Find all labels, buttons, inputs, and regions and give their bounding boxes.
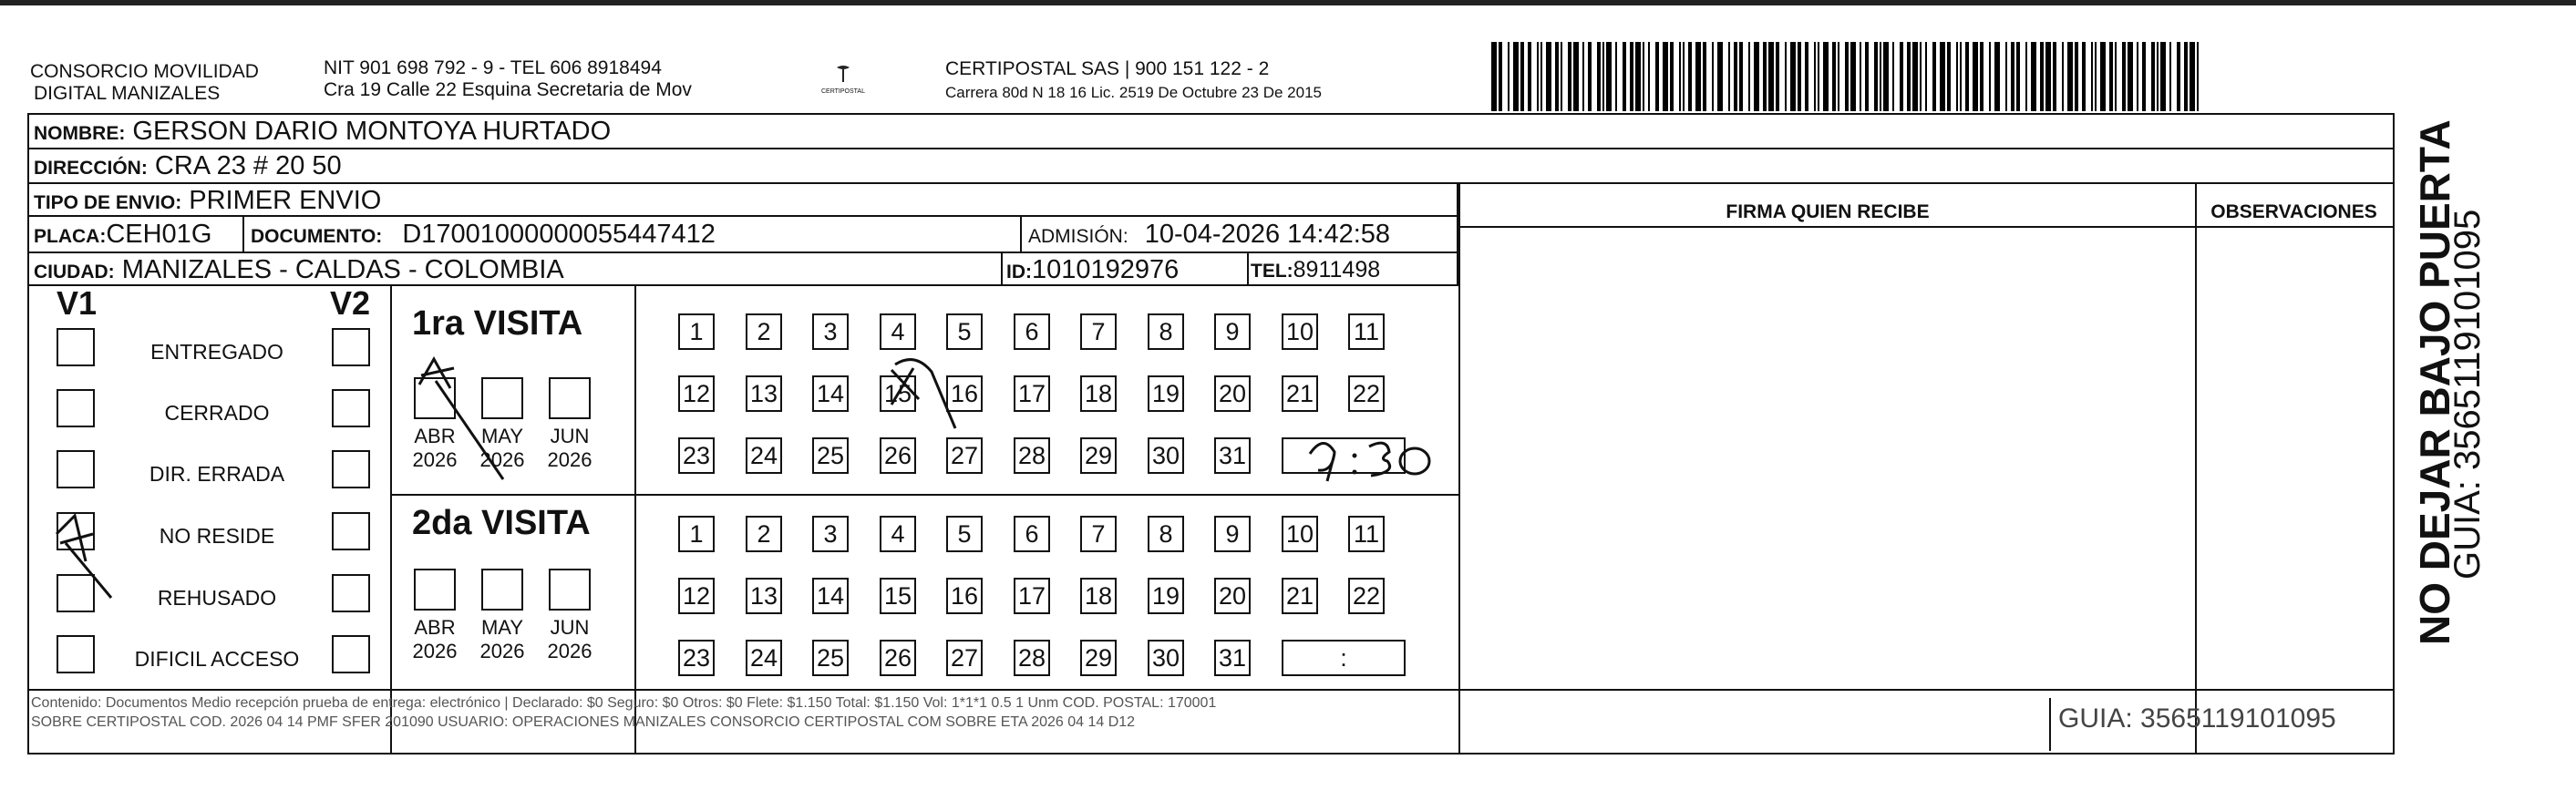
barcode-bar [2040,42,2044,111]
day-box[interactable]: 2 [746,516,782,552]
barcode-bar [1776,42,1779,111]
day-box[interactable]: 15 [880,578,916,614]
barcode-bar [1980,42,1984,111]
barcode-bar [1597,42,1601,111]
documento-label: DOCUMENTO: [251,226,383,247]
barcode-bar [1717,42,1723,111]
barcode-bar [1932,42,1936,111]
barcode-bar [1947,42,1951,111]
day-box[interactable]: 11 [1348,516,1385,552]
barcode-bar [1883,42,1889,111]
barcode-bar [2100,42,2106,111]
barcode-bar [1635,42,1641,111]
firma-header: FIRMA QUIEN RECIBE [1726,201,1930,222]
id-label: ID: [1006,262,1032,282]
day-box[interactable]: 15 [880,375,916,412]
day-box[interactable]: 1 [678,313,715,350]
barcode-bar [1499,42,1502,111]
barcode-bar [1537,42,1539,111]
barcode-bar [1606,42,1612,111]
day-box[interactable]: 30 [1148,640,1184,676]
barcode-bar [1643,42,1644,111]
barcode-bar [2197,42,2199,111]
nombre-value: GERSON DARIO MONTOYA HURTADO [132,117,612,146]
barcode-bar [1528,42,1531,111]
barcode-bar [1568,42,1571,111]
day-box[interactable]: 23 [678,640,715,676]
day-box[interactable]: 25 [812,437,849,474]
day-box[interactable]: 2 [746,313,782,350]
year-label: 2026 [547,448,592,471]
day-box[interactable]: 20 [1214,375,1251,412]
barcode-bar [2053,42,2056,111]
day-box[interactable]: 31 [1214,640,1251,676]
day-box[interactable]: 10 [1282,516,1318,552]
month-label: ABR [414,425,456,447]
day-box[interactable]: 17 [1014,578,1050,614]
side-warning: NO DEJAR BAJO PUERTA [2411,119,2458,645]
barcode-bar [2025,42,2027,111]
day-box[interactable]: 27 [946,640,983,676]
day-box[interactable]: 9 [1214,313,1251,350]
logo-mark-icon [829,64,857,84]
barcode-bar [1960,42,1962,111]
documento-value: D17001000000055447412 [402,220,716,249]
barcode-bar [1513,42,1519,111]
barcode-bar [1679,42,1681,111]
day-box[interactable]: 27 [946,437,983,474]
barcode-bar [1880,42,1881,111]
day-box[interactable]: 5 [946,516,983,552]
column-header-divider [1460,226,2393,228]
barcode-bar [1805,42,1808,111]
direccion-value: CRA 23 # 20 50 [154,151,342,180]
footer-guia: GUIA: 3565119101095 [2058,703,2336,734]
barcode-bar [2031,42,2036,111]
day-box[interactable]: 8 [1148,516,1184,552]
day-box[interactable]: 7 [1080,516,1117,552]
barcode-bar [1670,42,1674,111]
day-box[interactable]: 18 [1080,578,1117,614]
status-option-label: DIFICIL ACCESO [134,647,300,671]
day-box[interactable]: 16 [946,578,983,614]
barcode-bar [1818,42,1819,111]
barcode-bar [2005,42,2007,111]
barcode-bar [1491,42,1497,111]
logo-text: CERTIPOSTAL [821,88,865,95]
day-box[interactable]: 8 [1148,313,1184,350]
barcode-bar [1561,42,1562,111]
courier-address: Carrera 80d N 18 16 Lic. 2519 De Octubre 23 De 2015 [945,84,1322,101]
barcode-bar [1540,42,1542,111]
barcode-bar [1845,42,1849,111]
month-label: JUN [550,425,590,447]
company-block [30,61,259,105]
barcode-bar [1695,42,1701,111]
status-option-label: REHUSADO [157,586,277,610]
barcode-bar [1860,42,1861,111]
observaciones-header: OBSERVACIONES [2210,201,2377,222]
barcode-bar [2091,42,2093,111]
barcode-bar [1940,42,1945,111]
barcode-bar [1663,42,1668,111]
day-box[interactable]: 28 [1014,640,1050,676]
handwritten-marks [29,115,1488,753]
barcode-bar [1648,42,1650,111]
year-label: 2026 [547,640,592,662]
barcode-bar [1712,42,1714,111]
barcode-bar [2169,42,2171,111]
day-box[interactable]: 21 [1282,375,1318,412]
barcode-bar [1823,42,1829,111]
barcode-bar [1865,42,1869,111]
admision-value: 10-04-2026 14:42:58 [1144,220,1391,249]
footer-line2: SOBRE CERTIPOSTAL COD. 2026 04 14 PMF SFER 201090 USUARIO: OPERACIONES MANIZALES CONSORCIO CERTIPOSTAL COM SOBRE ETA 2026 04 14 D12 [31,714,1136,730]
barcode-bar [2115,42,2117,111]
barcode-bar [1994,42,2000,111]
day-box[interactable]: 6 [1014,516,1050,552]
day-box[interactable]: 24 [746,640,782,676]
barcode-bar [1555,42,1559,111]
delivery-form [27,113,2395,755]
barcode-bar [1907,42,1911,111]
status-option-label: CERRADO [164,401,270,425]
day-box[interactable]: 7 [1080,313,1117,350]
day-box[interactable]: 4 [880,516,916,552]
day-box[interactable]: 22 [1348,578,1385,614]
month-label: MAY [480,425,524,447]
barcode-bar [1763,42,1767,111]
day-box[interactable]: 5 [946,313,983,350]
day-box[interactable]: 22 [1348,375,1385,412]
barcode-bar [2075,42,2078,111]
day-box[interactable]: 24 [746,437,782,474]
barcode-bar [1615,42,1617,111]
year-label: 2026 [479,448,525,471]
company-nit: NIT 901 698 792 - 9 - TEL 606 8918494 [324,57,662,78]
day-box[interactable]: 19 [1148,375,1184,412]
barcode-bar [1892,42,1894,111]
day-box[interactable]: 20 [1214,578,1251,614]
day-box[interactable]: 3 [812,313,849,350]
month-label: JUN [550,616,590,639]
day-box[interactable]: 9 [1214,516,1251,552]
barcode-bar [2177,42,2180,111]
barcode-bar [1630,42,1633,111]
id-value: 1010192976 [1032,255,1180,284]
barcode-bar [1739,42,1743,111]
courier-name: CERTIPOSTAL SAS | 900 151 122 - 2 [945,58,1270,79]
barcode-bar [1814,42,1816,111]
barcode-bar [1546,42,1551,111]
company-line2: DIGITAL MANIZALES [34,83,221,104]
barcode [1491,42,2221,111]
barcode-bar [2082,42,2086,111]
year-label: 2026 [412,640,458,662]
day-box[interactable]: 6 [1014,313,1050,350]
day-box[interactable]: 12 [678,375,715,412]
barcode-bar [2128,42,2133,111]
barcode-bar [1900,42,1903,111]
barcode-bar [2062,42,2064,111]
day-box[interactable]: 19 [1148,578,1184,614]
day-box[interactable]: 26 [880,640,916,676]
barcode-bar [2190,42,2195,111]
barcode-bar [1798,42,1801,111]
barcode-bar [1790,42,1796,111]
nombre-label: NOMBRE: [34,123,126,144]
visita1-title: 1ra VISITA [412,304,583,343]
day-box[interactable]: 18 [1080,375,1117,412]
v1-label: V1 [57,284,98,322]
direccion-label: DIRECCIÓN: [34,158,148,179]
barcode-bar [1989,42,1991,111]
month-label: ABR [414,616,456,639]
barcode-bar [1748,42,1750,111]
barcode-bar [1973,42,1978,111]
barcode-bar [2011,42,2014,111]
day-box[interactable]: 12 [678,578,715,614]
barcode-bar [1734,42,1737,111]
tel-label: TEL: [1251,261,1293,282]
admision-label: ADMISIÓN: [1028,226,1128,247]
barcode-bar [2109,42,2113,111]
barcode-bar [2151,42,2155,111]
barcode-bar [1688,42,1692,111]
barcode-bar [1573,42,1579,111]
barcode-bar [1874,42,1878,111]
visita2-title: 2da VISITA [412,504,591,542]
time-box[interactable]: : [1282,640,1406,676]
barcode-bar [2122,42,2126,111]
barcode-bar [2067,42,2073,111]
placa-label: PLACA: [34,226,107,247]
barcode-bar [1965,42,1969,111]
barcode-bar [1655,42,1659,111]
barcode-bar [1703,42,1706,111]
courier-block [945,58,1322,102]
barcode-bar [1920,42,1922,111]
status-option-label: ENTREGADO [150,340,283,364]
ciudad-value: MANIZALES - CALDAS - COLOMBIA [121,255,564,284]
barcode-bar [1588,42,1592,111]
barcode-bar [2160,42,2166,111]
month-label: MAY [480,616,524,639]
barcode-bar [1785,42,1787,111]
obs-left-border [2195,184,2197,753]
day-box[interactable]: 14 [812,375,849,412]
tipo-value: PRIMER ENVIO [189,186,382,215]
day-box[interactable]: 29 [1080,437,1117,474]
day-box[interactable]: 10 [1282,313,1318,350]
day-box[interactable]: 4 [880,313,916,350]
certipostal-logo [816,64,871,109]
top-border [0,0,2576,5]
barcode-bar [1850,42,1856,111]
day-box[interactable]: 30 [1148,437,1184,474]
day-box[interactable]: 26 [880,437,916,474]
barcode-bar [1925,42,1927,111]
barcode-bar [1602,42,1604,111]
day-box[interactable]: 11 [1348,313,1385,350]
day-box[interactable]: 3 [812,516,849,552]
barcode-bar [2157,42,2159,111]
tipo-label: TIPO DE ENVIO: [34,192,182,213]
barcode-bar [1623,42,1626,111]
barcode-bar [1520,42,1524,111]
day-box[interactable]: 21 [1282,578,1318,614]
barcode-bar [2137,42,2138,111]
day-box[interactable]: 23 [678,437,715,474]
barcode-bar [1508,42,1510,111]
day-box[interactable]: 13 [746,578,782,614]
day-box[interactable]: 14 [812,578,849,614]
tel-value: 8911498 [1293,257,1381,282]
barcode-bar [1582,42,1584,111]
v2-label: V2 [330,284,371,322]
ciudad-label: CIUDAD: [34,262,115,282]
barcode-bar [2184,42,2188,111]
status-option-label: NO RESIDE [159,524,275,548]
barcode-bar [1956,42,1958,111]
placa-value: CEH01G [106,220,212,249]
barcode-bar [2095,42,2097,111]
status-option-label: DIR. ERRADA [149,462,285,486]
footer-line1: Contenido: Documentos Medio recepción prueba de entrega: electrónico | Declarado: $0 Seguro: $0 Otros: $0 Flete: $1.150 Total: $1.150 Vol: 1*1*1 0.5 1 Unm COD. POSTAL: 170001 [31,695,1217,711]
barcode-bar [2142,42,2146,111]
barcode-bar [1754,42,1759,111]
day-box[interactable]: 16 [946,375,983,412]
day-box[interactable]: 25 [812,640,849,676]
footer-guia-divider [2049,698,2051,751]
barcode-bar [2016,42,2020,111]
day-box[interactable]: 17 [1014,375,1050,412]
company-address: Cra 19 Calle 22 Esquina Secretaria de Mov [324,79,692,100]
day-box[interactable]: 29 [1080,640,1117,676]
barcode-bar [2045,42,2051,111]
side-guia: GUIA: 3565119101095 [2447,209,2488,580]
barcode-bar [1683,42,1685,111]
barcode-bar [1912,42,1918,111]
barcode-bar [1832,42,1836,111]
year-label: 2026 [479,640,525,662]
day-box[interactable]: 13 [746,375,782,412]
day-box[interactable]: 28 [1014,437,1050,474]
day-box[interactable]: 1 [678,516,715,552]
day-box[interactable]: 31 [1214,437,1251,474]
company-contact [324,57,692,101]
company-line1: CONSORCIO MOVILIDAD [30,61,259,82]
barcode-bar [1728,42,1730,111]
year-label: 2026 [412,448,458,471]
barcode-bar [1838,42,1839,111]
barcode-bar [1768,42,1774,111]
